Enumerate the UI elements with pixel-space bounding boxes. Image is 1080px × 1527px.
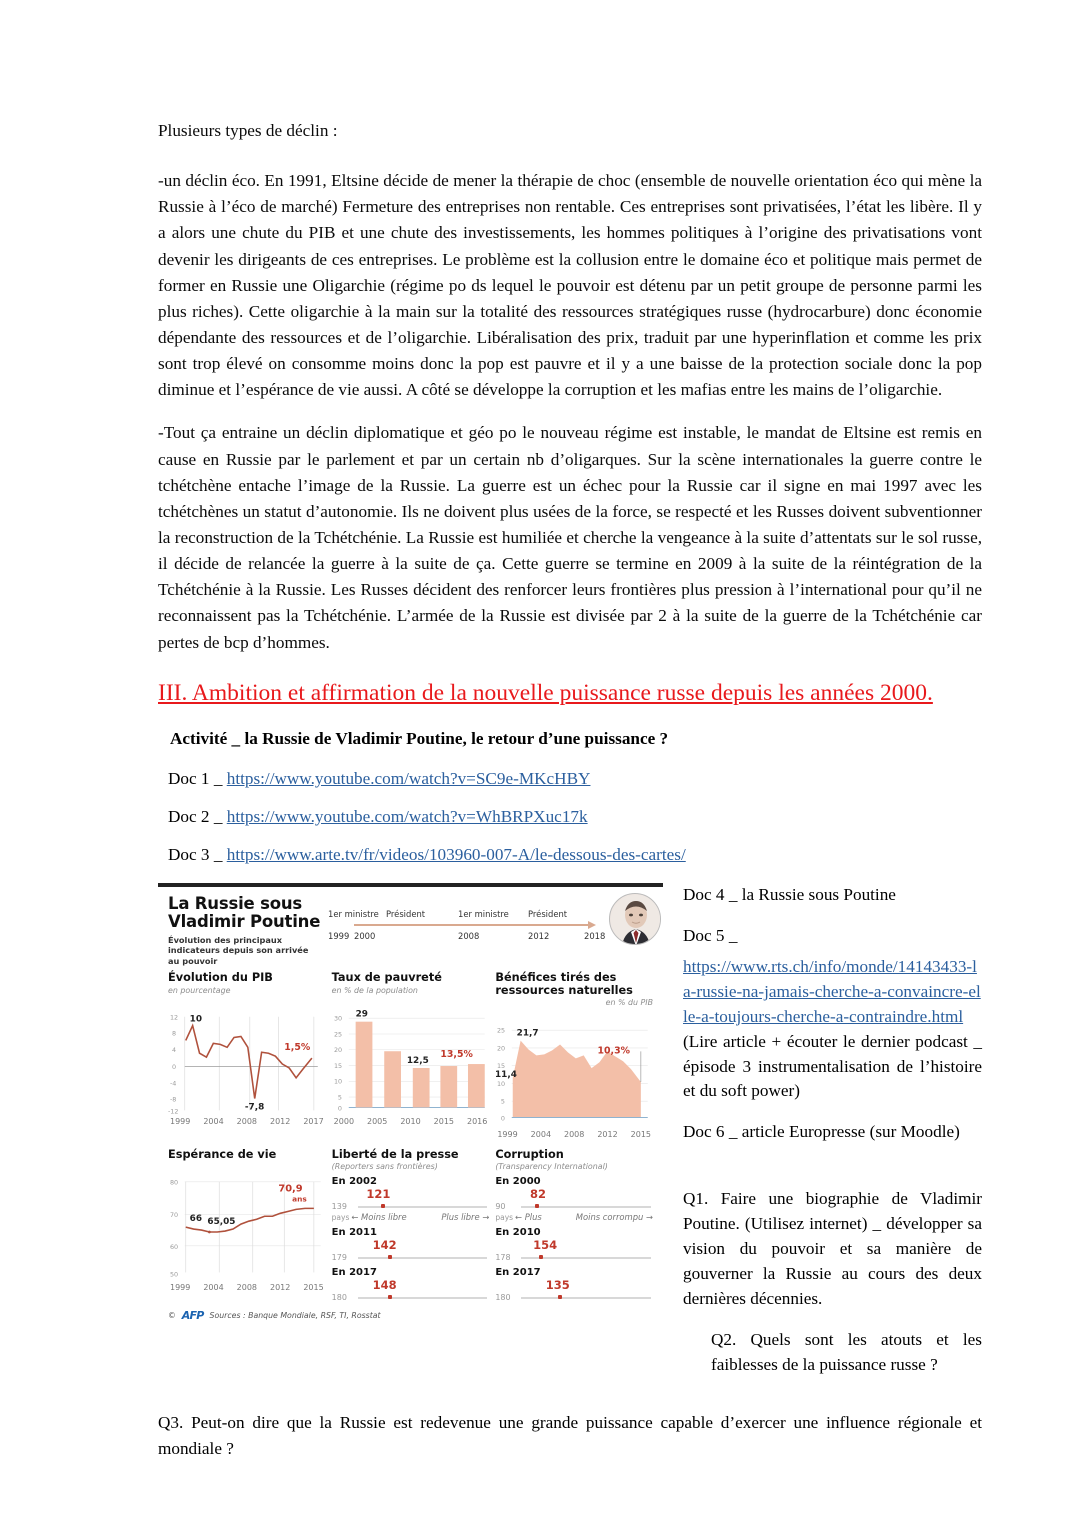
gdp-tick-2: 2004 bbox=[203, 1116, 224, 1126]
doc-1-label: Doc 1 _ bbox=[168, 768, 227, 788]
svg-text:25: 25 bbox=[497, 1026, 506, 1035]
chart-title-poverty: Taux de pauvreté bbox=[331, 970, 442, 984]
corruption-row-3-track bbox=[495, 1293, 653, 1302]
svg-text:10: 10 bbox=[333, 1077, 342, 1086]
timeline-year-1999: 1999 bbox=[328, 930, 350, 941]
chart-life-expectancy bbox=[168, 1166, 326, 1282]
svg-text:30: 30 bbox=[333, 1014, 342, 1023]
corruption-row-2-dot bbox=[539, 1255, 543, 1259]
svg-text:ans: ans bbox=[292, 1194, 307, 1204]
timeline-roles bbox=[328, 909, 605, 919]
svg-text:4: 4 bbox=[171, 1045, 177, 1054]
svg-text:-4: -4 bbox=[169, 1079, 177, 1088]
res-tick-2: 2004 bbox=[530, 1129, 552, 1139]
chart-title-gdp: Évolution du PIB bbox=[168, 970, 273, 984]
svg-text:80: 80 bbox=[169, 1178, 179, 1187]
doc-1-link[interactable]: https://www.youtube.com/watch?v=SC9e-MKcHBY bbox=[226, 768, 591, 788]
chart-subtitle-poverty: en % de la population bbox=[331, 985, 418, 995]
chart-poverty-xaxis bbox=[332, 1117, 490, 1126]
corruption-scale-right: Moins corrompu → bbox=[575, 1212, 654, 1223]
press-row-1-track bbox=[332, 1202, 490, 1211]
docs-and-questions-column bbox=[679, 883, 982, 1394]
corruption-title: Corruption bbox=[495, 1147, 564, 1161]
question-3: Q3. Peut-on dire que la Russie est redevenue une grande puissance capable d’exercer une influence régionale et mondiale ? bbox=[158, 1412, 982, 1458]
svg-text:60: 60 bbox=[169, 1242, 179, 1251]
press-row-3-year: En 2017 bbox=[331, 1267, 377, 1279]
chart-panel-poverty bbox=[332, 972, 490, 1139]
timeline-arrow-icon bbox=[354, 924, 589, 927]
doc-5-label: Doc 5 _ bbox=[683, 925, 738, 945]
svg-text:-8: -8 bbox=[169, 1095, 177, 1104]
res-tick-3: 2008 bbox=[564, 1129, 585, 1139]
corruption-row-2-track bbox=[495, 1253, 653, 1262]
svg-text:0: 0 bbox=[337, 1103, 342, 1112]
chart-life-xaxis bbox=[168, 1283, 326, 1292]
press-freedom-source: (Reporters sans frontières) bbox=[331, 1162, 438, 1172]
svg-text:0: 0 bbox=[171, 1062, 177, 1071]
poverty-tick-5: 2016 bbox=[466, 1116, 488, 1126]
charts-row-bottom bbox=[168, 1149, 653, 1303]
doc-4-line: Doc 4 _ la Russie sous Poutine bbox=[683, 884, 896, 904]
svg-text:29: 29 bbox=[355, 1009, 368, 1020]
panel-press-freedom bbox=[332, 1149, 490, 1303]
poverty-tick-1: 2000 bbox=[333, 1116, 355, 1126]
svg-text:65,05: 65,05 bbox=[207, 1217, 236, 1228]
press-row-2-year: En 2011 bbox=[331, 1227, 377, 1239]
chart-resources-xaxis bbox=[495, 1130, 653, 1139]
corruption-row-2-rank: 154 bbox=[533, 1238, 558, 1253]
timeline bbox=[328, 895, 605, 941]
timeline-years bbox=[328, 931, 605, 941]
doc-2-line bbox=[168, 807, 982, 827]
timeline-role-4: Président bbox=[528, 908, 568, 919]
timeline-year-2018: 2018 bbox=[584, 930, 606, 941]
paragraph-intro: Plusieurs types de déclin : bbox=[158, 121, 338, 140]
chart-panel-gdp bbox=[168, 972, 326, 1139]
press-row-2-track bbox=[332, 1253, 490, 1262]
press-row-1-rank: 121 bbox=[366, 1187, 391, 1202]
corruption-row-1-line bbox=[521, 1206, 651, 1208]
svg-text:5: 5 bbox=[501, 1097, 506, 1106]
corruption-row-3-dot bbox=[558, 1295, 562, 1299]
putin-portrait-avatar bbox=[609, 893, 661, 945]
svg-text:21,7: 21,7 bbox=[517, 1028, 539, 1039]
svg-text:66: 66 bbox=[189, 1214, 203, 1225]
corruption-row-2-year: En 2010 bbox=[495, 1227, 541, 1239]
doc-5-link[interactable]: https://www.rts.ch/info/monde/14143433-la-russie-na-jamais-cherche-a-convaincre-elle-a-toujours-cherche-a-contraindre.html bbox=[683, 956, 981, 1026]
timeline-year-2008: 2008 bbox=[458, 930, 480, 941]
chart-panel-life-expectancy bbox=[168, 1149, 326, 1303]
res-tick-5: 2015 bbox=[630, 1129, 652, 1139]
press-row-1-year: En 2002 bbox=[331, 1176, 377, 1188]
afp-infographic bbox=[158, 883, 663, 1328]
svg-text:12: 12 bbox=[169, 1013, 179, 1022]
poverty-tick-3: 2010 bbox=[400, 1116, 421, 1126]
timeline-role-2: Président bbox=[386, 908, 426, 919]
corruption-row-1-rank: 82 bbox=[530, 1187, 547, 1202]
question-3-block bbox=[158, 1410, 982, 1462]
timeline-year-2012: 2012 bbox=[528, 930, 550, 941]
question-2: Q2. Quels sont les atouts et les faiblesses de la puissance russe ? bbox=[711, 1330, 982, 1374]
press-row-2-dot bbox=[388, 1255, 392, 1259]
corruption-row-3-line bbox=[521, 1297, 651, 1299]
gdp-tick-1: 1999 bbox=[170, 1116, 191, 1126]
life-tick-1: 1999 bbox=[170, 1283, 191, 1293]
press-row-3-track bbox=[332, 1293, 490, 1302]
svg-text:10,3%: 10,3% bbox=[597, 1045, 631, 1057]
corruption-unit: pays bbox=[495, 1213, 514, 1223]
corruption-row-3-year: En 2017 bbox=[495, 1267, 541, 1279]
chart-resources bbox=[495, 1012, 653, 1128]
chart-gdp bbox=[168, 1000, 326, 1116]
svg-text:-12: -12 bbox=[168, 1106, 179, 1115]
chart-title-life-expectancy: Espérance de vie bbox=[168, 1147, 277, 1161]
svg-text:20: 20 bbox=[497, 1044, 506, 1053]
question-1: Q1. Faire une biographie de Vladimir Poutine. (Utilisez internet) _ développer sa vision du pouvoir et sa manière de gouverner la Russie au cours des deux dernières décennies. bbox=[683, 1189, 982, 1309]
press-row-2-total: 179 bbox=[331, 1253, 347, 1263]
corruption-row-3-total: 180 bbox=[495, 1293, 511, 1303]
press-row-3-line bbox=[358, 1297, 488, 1299]
press-row-1-dot bbox=[381, 1204, 385, 1208]
press-row-3-dot bbox=[388, 1295, 392, 1299]
poverty-tick-4: 2015 bbox=[433, 1116, 455, 1126]
chart-panel-resources bbox=[495, 972, 653, 1139]
timeline-role-1: 1er ministre bbox=[328, 908, 379, 919]
press-row-2-rank: 142 bbox=[372, 1238, 397, 1253]
corruption-row-1-year: En 2000 bbox=[495, 1176, 541, 1188]
svg-text:15: 15 bbox=[333, 1061, 342, 1070]
corruption-row-2-total: 178 bbox=[495, 1253, 511, 1263]
doc-2-label: Doc 2 _ bbox=[168, 806, 227, 826]
gdp-tick-5: 2017 bbox=[303, 1116, 324, 1126]
svg-text:1,5%: 1,5% bbox=[284, 1041, 311, 1053]
svg-text:-7,8: -7,8 bbox=[244, 1101, 265, 1112]
svg-text:8: 8 bbox=[171, 1029, 177, 1038]
charts-row-top bbox=[168, 972, 653, 1139]
svg-text:20: 20 bbox=[333, 1045, 342, 1054]
paragraph-economic-decline: -un déclin éco. En 1991, Eltsine décide de mener la thérapie de choc (ensemble de nouvelle orientation éco qui mène la Russie à l’éco de marché) Fermeture des entreprises non rentable. Ces entreprises sont privatisées, l’état les libère. Il y a alors une chute du PIB et une chute des investissements, les hommes politiques à l’origine des privatisations vont devenir les dirigeants de ces entreprises. Le problème est la collusion entre le domaine éco et politique mais permet de former en Russie une Oligarchie (régime po ds lequel le pouvoir est détenu par un petit groupe de personne parmi les plus riches). Cette oligarchie à la main sur la totalité des ressources stratégiques russe (hydrocarbure) donc économie dépendante des ressources et de l’oligarchie. Libéralisation des prix, traduit par une hyperinflation et comme les prix sont trop élevé on consomme moins donc la pop est pauvre et il y a une baisse de la protection sociale donc la pop diminue et l’espérance de vie aussi. A côté se développe la corruption et les mafias entre les mains de l’oligarchie. bbox=[158, 171, 982, 400]
svg-text:13,5%: 13,5% bbox=[440, 1048, 473, 1060]
svg-text:70,9: 70,9 bbox=[278, 1183, 303, 1195]
doc-5-line bbox=[683, 955, 982, 1105]
infographic-header bbox=[168, 895, 653, 966]
panel-corruption bbox=[495, 1149, 653, 1303]
chart-gdp-xaxis bbox=[168, 1117, 326, 1126]
infographic-sources: Sources : Banque Mondiale, RSF, TI, Rosstat bbox=[209, 1311, 381, 1321]
doc-3-line bbox=[168, 845, 982, 865]
content-columns bbox=[158, 883, 982, 1394]
chart-title-resources: Bénéfices tirés des ressources naturelles bbox=[495, 970, 633, 997]
timeline-bar bbox=[328, 921, 605, 930]
svg-text:10: 10 bbox=[497, 1080, 506, 1089]
activity-title: Activité _ la Russie de Vladimir Poutine, le retour d’une puissance ? bbox=[170, 728, 669, 748]
chart-subtitle-gdp: en pourcentage bbox=[168, 985, 231, 995]
svg-text:11,4: 11,4 bbox=[495, 1070, 518, 1081]
corruption-row-1-total: 90 bbox=[495, 1202, 506, 1212]
life-tick-3: 2008 bbox=[236, 1283, 258, 1293]
svg-text:12,5: 12,5 bbox=[406, 1055, 429, 1066]
infographic-credit bbox=[168, 1309, 653, 1322]
svg-text:15: 15 bbox=[497, 1062, 506, 1071]
infographic-column bbox=[158, 883, 663, 1328]
press-row-3-total: 180 bbox=[331, 1293, 347, 1303]
poverty-tick-2: 2005 bbox=[367, 1116, 388, 1126]
press-unit: pays bbox=[331, 1213, 350, 1223]
life-tick-4: 2012 bbox=[269, 1283, 291, 1293]
life-tick-5: 2015 bbox=[303, 1283, 324, 1293]
doc-5-note: (Lire article + écouter le dernier podcast _ épisode 3 instrumentalisation de l’histoire et du soft power) bbox=[683, 1031, 982, 1101]
doc-6-line: Doc 6 _ article Europresse (sur Moodle) bbox=[683, 1122, 960, 1142]
svg-text:10: 10 bbox=[189, 1014, 203, 1025]
copyright-symbol: © bbox=[168, 1311, 176, 1321]
chart-poverty bbox=[332, 1000, 490, 1116]
svg-text:70: 70 bbox=[169, 1211, 179, 1220]
timeline-year-2000: 2000 bbox=[354, 930, 376, 941]
corruption-scale bbox=[495, 1212, 653, 1222]
press-scale bbox=[332, 1212, 490, 1222]
res-tick-4: 2012 bbox=[597, 1129, 618, 1139]
svg-text:5: 5 bbox=[337, 1093, 342, 1102]
press-freedom-title: Liberté de la presse bbox=[331, 1147, 459, 1161]
doc-1-line bbox=[168, 769, 982, 789]
press-row-1-total: 139 bbox=[331, 1202, 347, 1212]
chart-subtitle-resources: en % du PIB bbox=[605, 998, 654, 1008]
doc-3-link[interactable]: https://www.arte.tv/fr/videos/103960-007-A/le-dessous-des-cartes/ bbox=[226, 844, 686, 864]
corruption-scale-left: ← Plus bbox=[515, 1212, 542, 1223]
press-row-2-line bbox=[358, 1257, 488, 1259]
gdp-tick-4: 2012 bbox=[269, 1116, 291, 1126]
svg-text:50: 50 bbox=[169, 1270, 179, 1279]
corruption-row-1-dot bbox=[535, 1204, 539, 1208]
doc-3-label: Doc 3 _ bbox=[168, 844, 227, 864]
press-scale-right: Plus libre → bbox=[441, 1212, 490, 1223]
press-row-3-rank: 148 bbox=[372, 1278, 397, 1293]
timeline-role-3: 1er ministre bbox=[458, 908, 509, 919]
life-tick-2: 2004 bbox=[203, 1283, 224, 1293]
gdp-tick-3: 2008 bbox=[236, 1116, 258, 1126]
corruption-source: (Transparency International) bbox=[495, 1162, 608, 1172]
corruption-row-3-rank: 135 bbox=[545, 1278, 570, 1293]
afp-logo: AFP bbox=[181, 1309, 204, 1323]
corruption-row-1-track bbox=[495, 1202, 653, 1211]
infographic-title: La Russie sous Vladimir Poutine bbox=[168, 893, 321, 932]
paragraph-diplomatic-decline: -Tout ça entraine un déclin diplomatique et géo po le nouveau régime est instable, le mandat de Eltsine est remis en cause en Russie par le parlement et par un certain nb d’oligarques. Sur la scène internationales la guerre contre le tchétchène entache l’image de la Russie. La guerre est un échec pour la Russie car il signe en mai 1997 avec les tchétchènes un statut d’autonomie. Ils ne doivent plus usées de la force, se respecté et les Russes doivent subventionner la reconstruction de la Tchétchénie. La Russie est humiliée et cherche la vengeance à la suite d’attentats sur le sol russe, il décide de relancée la guerre à la suite de ça. Cette guerre se termine en 2009 à la suite de la réintégration de la Tchétchénie à la Russie. Les Russes décident des renforcer leurs frontières plus pression à l’international pour qu’il ne reconnaissent pas la Tchétchénie. L’armée de la Russie est divisée par 2 à la suite de la guerre de la Tchétchénie car pertes de bcp d’hommes. bbox=[158, 423, 982, 652]
svg-text:0: 0 bbox=[501, 1114, 506, 1123]
infographic-title-block bbox=[168, 895, 328, 966]
doc-2-link[interactable]: https://www.youtube.com/watch?v=WhBRPXuc17k bbox=[226, 806, 588, 826]
res-tick-1: 1999 bbox=[497, 1129, 518, 1139]
svg-text:25: 25 bbox=[333, 1030, 342, 1039]
questions-block bbox=[683, 1187, 982, 1378]
infographic-subtitle: Évolution des principaux indicateurs depuis son arrivée au pouvoir bbox=[168, 935, 309, 966]
press-scale-left: ← Moins libre bbox=[351, 1212, 407, 1223]
section-heading: III. Ambition et affirmation de la nouvelle puissance russe depuis les années 2000. bbox=[158, 679, 933, 706]
press-row-1-line bbox=[358, 1206, 488, 1208]
